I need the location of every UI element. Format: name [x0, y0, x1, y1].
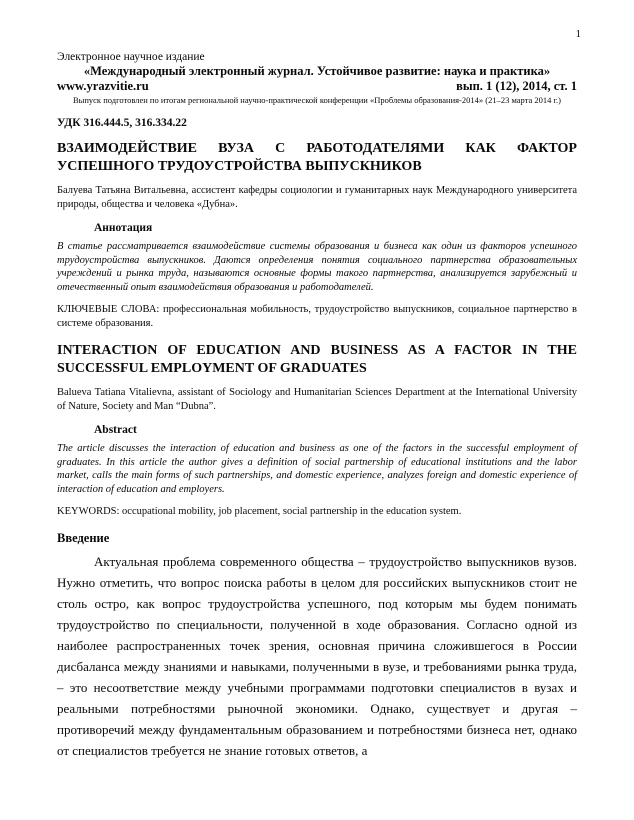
edition-label: Электронное научное издание: [57, 51, 205, 63]
author-info-en: Balueva Tatiana Vitalievna, assistant of Sociology and Humanitarian Sciences Department at the International University of Nature, Society and Man “Dubna”.: [57, 387, 577, 412]
journal-info-row: [57, 79, 577, 94]
title-line: ВЗАИМОДЕЙСТВИЕ ВУЗА С РАБОТОДАТЕЛЯМИ КАК ФАКТОР: [57, 141, 577, 156]
abstract-ru: В статье рассматривается взаимодействие системы образования и бизнеса как один из факторов успешного трудоустройства выпускников. Даются определения понятия социального партнерства образовательных учреждений и рынка труда, называются основные формы такого партнерства, анализируется зарубежный и отечественный опыт взаимодействия образования и работодателей.: [57, 241, 577, 293]
section-heading-introduction: Введение: [57, 531, 110, 545]
keywords-en: KEYWORDS: occupational mobility, job placement, social partnership in the education system.: [57, 506, 462, 517]
introduction-paragraph: Актуальная проблема современного общества – трудоустройство выпускников вузов. Нужно отметить, что вопрос поиска работы в целом для российских выпускников стоит не столь остро, как вопрос трудоустройства успешного, под которым мы будем понимать трудоустройство по специальности, полученной в ходе образования. Согласно одной из наиболее распространенных точек зрения, основная причина сложившегося в России дисбаланса между знаниями и навыками, полученными в вузе, и требованиями рынка труда, – это несоответствие между учебными программами подготовки специалистов в вузах и реальными потребностями рыночной экономики. Однако, существует и другая – противоречий между фундаментальным образованием и потребностями бизнеса нет, однако от специалистов требуется не знание готовых ответов, а: [57, 554, 577, 758]
udc-code: УДК 316.444.5, 316.334.22: [57, 117, 187, 129]
abstract-heading: Abstract: [94, 424, 137, 436]
keywords-ru: КЛЮЧЕВЫЕ СЛОВА: профессиональная мобильность, трудоустройство выпускников, социальное партнерство в системе образования.: [57, 304, 577, 329]
article-title-ru: [57, 140, 577, 176]
title-line: УСПЕШНОГО ТРУДОУСТРОЙСТВА ВЫПУСКНИКОВ: [57, 159, 422, 174]
journal-website: www.yrazvitie.ru: [57, 79, 149, 93]
conference-note: Выпуск подготовлен по итогам региональной научно-практической конференции «Проблемы образования-2014» (21–23 марта 2014 г.): [72, 95, 562, 105]
journal-title: «Международный электронный журнал. Устойчивое развитие: наука и практика»: [83, 64, 551, 78]
annotation-heading: Аннотация: [94, 222, 153, 234]
article-title-en: [57, 342, 577, 378]
author-info-ru: Балуева Татьяна Витальевна, ассистент кафедры социологии и гуманитарных наук Международного университета природы, общества и человека «Дубна».: [57, 185, 577, 210]
page-number: 1: [575, 28, 581, 40]
title-line: INTERACTION OF EDUCATION AND BUSINESS AS A FACTOR IN THE: [57, 343, 577, 358]
abstract-en: The article discusses the interaction of education and business as one of the factors in the successful employment of graduates. In this article the author gives a definition of social partnership of educational institutions and the labor market, calls the main forms of such partnerships, and domestic experience, analyzes foreign and domestic experience of interaction of education and employers.: [57, 443, 577, 495]
title-line: SUCCESSFUL EMPLOYMENT OF GRADUATES: [57, 361, 367, 376]
issue-info: вып. 1 (12), 2014, ст. 1: [456, 79, 577, 93]
